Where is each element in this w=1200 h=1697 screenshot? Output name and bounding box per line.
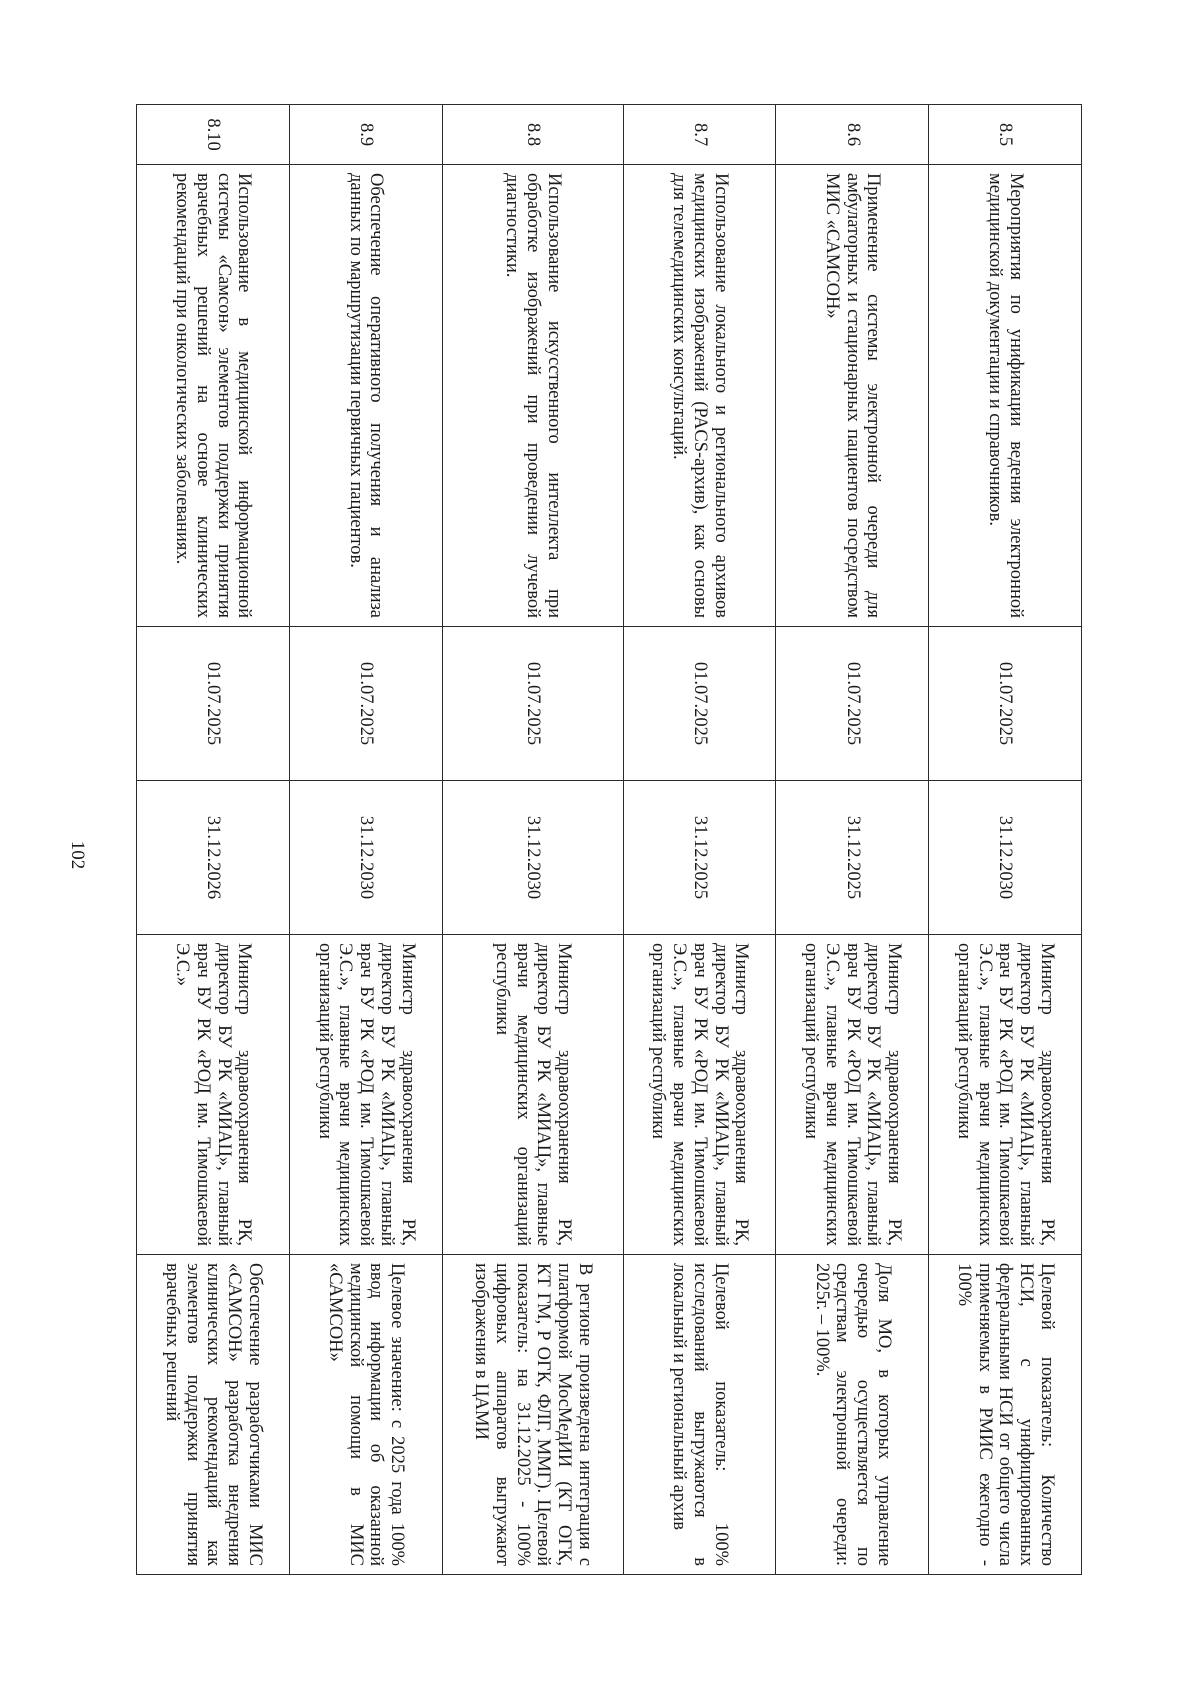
responsible-cell: Министр здравоохранения РК, директор БУ РК «МИАЦ», главный врач БУ РК «РОД им. Тимошкаевой Э.С.», главные врачи медицинских организаций республики [623,935,776,1255]
target-cell: Обеспечение разработчиками МИС «САМСОН» разработка внедрения клинических рекомендаций как элементов поддержки принятия врачебных решений [137,1255,290,1575]
target-cell: Целевое значение: с 2025 года 100% ввод информации об оказанной медицинской помощи в МИС «САМСОН» [289,1255,442,1575]
event-cell: Использование в медицинской информационной системы «Самсон» элементов поддержки принятия врачебных решений на основе клинических рекомендаций при онкологических заболеваниях. [137,165,290,627]
row-number: 8.9 [289,105,442,165]
target-cell: В регионе произведена интеграция с платформой МосМедИИ (КТ ОГК, КТ ГМ, Р ОГК, ФЛГ, ММГ). Целевой показатель: на 31.12.2025 - 100% цифровых аппаратов выгружают изображения в ЦАМИ [442,1255,623,1575]
table-row [623,105,776,1575]
start-date: 01.07.2025 [289,627,442,781]
row-number: 8.8 [442,105,623,165]
table-row [137,105,290,1575]
rotated-table-container [136,104,1082,1574]
responsible-cell: Министр здравоохранения РК, директор БУ РК «МИАЦ», главный врач БУ РК «РОД им. Тимошкаевой Э.С.», главные врачи медицинских организаций республики [929,935,1082,1255]
end-date: 31.12.2026 [137,781,290,935]
start-date: 01.07.2025 [929,627,1082,781]
event-cell: Обеспечение оперативного получения и анализа данных по маршрутизации первичных пациентов. [289,165,442,627]
end-date: 31.12.2025 [776,781,929,935]
end-date: 31.12.2030 [442,781,623,935]
target-cell: Целевой показатель: 100% исследований выгружаются в локальный и региональный архив [623,1255,776,1575]
target-cell: Доля МО, в которых управление очередью осуществляется по средствам электронной очереди: 2025г. – 100%. [776,1255,929,1575]
end-date: 31.12.2025 [623,781,776,935]
event-cell: Использование локального и регионального архивов медицинских изображений (PACS-архив), как основы для телемедицинских консультаций. [623,165,776,627]
end-date: 31.12.2030 [929,781,1082,935]
start-date: 01.07.2025 [442,627,623,781]
table-row [289,105,442,1575]
start-date: 01.07.2025 [776,627,929,781]
page-number: 102 [67,840,88,870]
start-date: 01.07.2025 [623,627,776,781]
activities-table [136,104,1082,1575]
responsible-cell: Министр здравоохранения РК, директор БУ РК «МИАЦ», главный врач БУ РК «РОД им. Тимошкаевой Э.С.», главные врачи медицинских организаций республики [776,935,929,1255]
responsible-cell: Министр здравоохранения РК, директор БУ РК «МИАЦ», главный врач БУ РК «РОД им. Тимошкаевой Э.С.» [137,935,290,1255]
responsible-cell: Министр здравоохранения РК, директор БУ РК «МИАЦ», главный врач БУ РК «РОД им. Тимошкаевой Э.С.», главные врачи медицинских организаций республики [289,935,442,1255]
table-row [776,105,929,1575]
responsible-cell: Министр здравоохранения РК, директор БУ РК «МИАЦ», главные врачи медицинских организаций республики [442,935,623,1255]
event-cell: Мероприятия по унификации ведения электронной медицинской документации и справочников. [929,165,1082,627]
table-row [929,105,1082,1575]
row-number: 8.6 [776,105,929,165]
table-row [442,105,623,1575]
end-date: 31.12.2030 [289,781,442,935]
row-number: 8.5 [929,105,1082,165]
row-number: 8.10 [137,105,290,165]
row-number: 8.7 [623,105,776,165]
event-cell: Применение системы электронной очереди для амбулаторных и стационарных пациентов посредством МИС «САМСОН» [776,165,929,627]
event-cell: Использование искусственного интеллекта при обработке изображений при проведении лучевой диагностики. [442,165,623,627]
target-cell: Целевой показатель: Количество НСИ, с унифицированных федеральными НСИ от общего числа применяемых в РМИС ежегодно - 100% [929,1255,1082,1575]
start-date: 01.07.2025 [137,627,290,781]
